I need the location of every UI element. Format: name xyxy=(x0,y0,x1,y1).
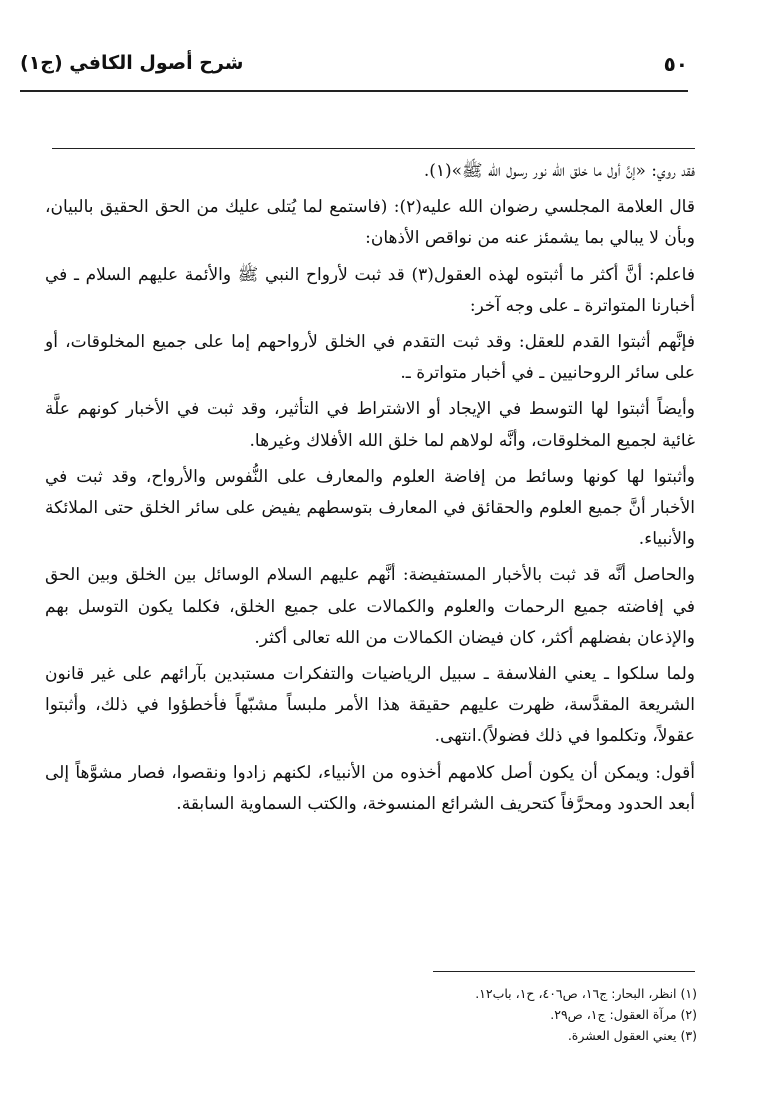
main-text xyxy=(45,156,695,825)
page-number: ٥٠ xyxy=(663,52,688,76)
book-title: شرح أصول الكافي (ج١) xyxy=(20,52,244,74)
text-top-divider xyxy=(52,148,695,149)
footnote: (١) انظر، البحار: ج١٦، ص٤٠٦، ح١، باب١٢. xyxy=(475,986,697,1001)
paragraph: فقد روي: «إنَّ أول ما خلق الله نور رسول الله ﷺ»(١). xyxy=(423,161,695,181)
paragraph: والحاصل أنَّه قد ثبت بالأخبار المستفيضة: أنَّهم عليهم السلام الوسائل بين الخلق وبين الحق في إفاضته جميع الرحمات والعلوم والكمالات على جميع الخلق، فكلما يكون التوسل بهم والإذعان بفضلهم أكثر، كان فيضان الكمالات من الله تعالى أكثر. xyxy=(45,565,695,648)
header-divider xyxy=(20,90,688,92)
footnote-divider xyxy=(433,971,695,972)
paragraph: أقول: ويمكن أن يكون أصل كلامهم أخذوه من الأنبياء، لكنهم زادوا ونقصوا، فصار مشوَّهاً إلى أبعد الحدود ومحرَّفاً كتحريف الشرائع المنسوخة، والكتب السماوية السابقة. xyxy=(45,762,695,814)
paragraph: ولما سلكوا ـ يعني الفلاسفة ـ سبيل الرياضيات والتفكرات مستبدين بآرائهم على غير قانون الشريعة المقدَّسة، ظهرت عليهم حقيقة هذا الأمر ملبساً مشبّهاً فأخطؤوا في ذلك، وأثبتوا عقولاً، وتكلموا في ذلك فضولاً).انتهى. xyxy=(45,664,695,747)
paragraph: وأثبتوا لها كونها وسائط من إفاضة العلوم والمعارف على النُّفوس والأرواح، وقد ثبت في الأخبار أنَّ جميع العلوم والحقائق في المعارف بتوسطهم يفيض على سائر الخلق حتى الملائكة والأنبياء. xyxy=(45,466,695,550)
paragraph: فإنَّهم أثبتوا القدم للعقل: وقد ثبت التقدم في الخلق لأرواحهم إما على جميع المخلوقات، أو على سائر الروحانيين ـ في أخبار متواترة ـ. xyxy=(45,332,695,384)
paragraph: فاعلم: أنَّ أكثر ما أثبتوه لهذه العقول(٣) قد ثبت لأرواح النبي ﷺ والأئمة عليهم السلام ـ في أخبارنا المتواترة ـ على وجه آخر: xyxy=(45,264,695,316)
paragraph: وأيضاً أثبتوا لها التوسط في الإيجاد أو الاشتراط في التأثير، وقد ثبت في الأخبار كونهم علَّة غائية لجميع المخلوقات، وأنَّه لولاهم لما خلق الله الأفلاك وغيرها. xyxy=(45,399,695,451)
paragraph: قال العلامة المجلسي رضوان الله عليه(٢): (فاستمع لما يُتلى عليك من الحق الحقيق بالبيان، وبأن لا يبالي بما يشمئز عنه من نواقص الأذهان: xyxy=(45,197,695,249)
footnote: (٢) مرآة العقول: ج١، ص٢٩. xyxy=(550,1007,697,1022)
footnote: (٣) يعني العقول العشرة. xyxy=(567,1028,697,1043)
page-header xyxy=(20,48,688,88)
footnotes xyxy=(97,983,697,1046)
